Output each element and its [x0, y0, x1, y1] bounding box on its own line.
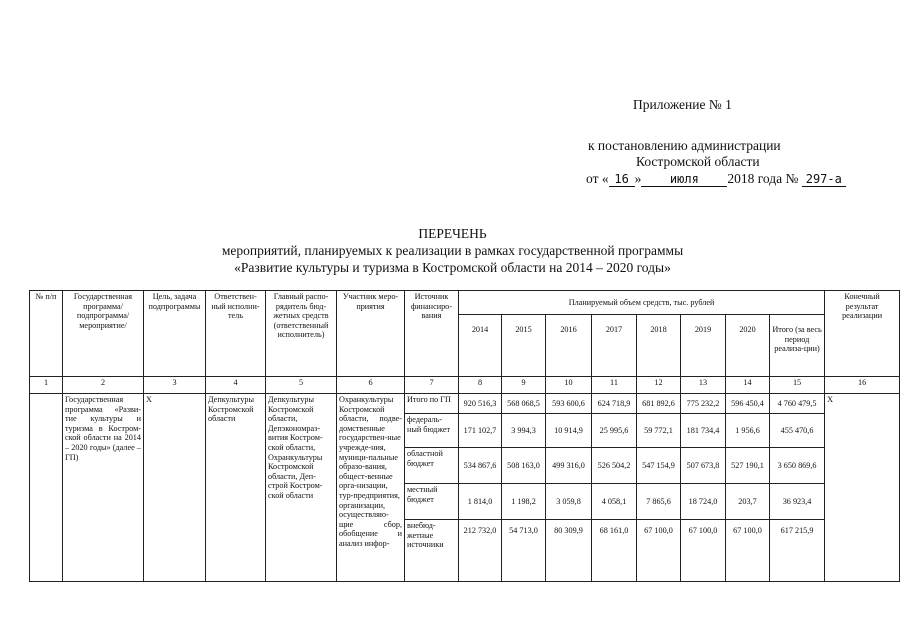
value-cell: 212 732,0	[459, 520, 502, 582]
value-cell: 568 068,5	[502, 394, 546, 414]
header-total: Итого (за весь период реализа-ции)	[770, 315, 825, 377]
total-cell: 3 650 869,6	[770, 448, 825, 484]
value-cell: 68 161,0	[592, 520, 637, 582]
date-year: 2018 года №	[727, 171, 799, 186]
row-num	[30, 394, 63, 582]
row-manager: Депкультуры Костромской области, Депэкономраз-вития Костром-ской области, Охранкультуры Костромской области, Деп-строй Костром-ской области	[266, 394, 337, 582]
header-source: Источник финансиро-вания	[405, 291, 459, 377]
header-year: 2019	[681, 315, 726, 377]
total-cell: 617 215,9	[770, 520, 825, 582]
header-year: 2014	[459, 315, 502, 377]
header-num: № п/п	[30, 291, 63, 377]
index-cell: 12	[637, 377, 681, 394]
header-goal: Цель, задача подпрограммы	[144, 291, 206, 377]
index-cell: 16	[825, 377, 900, 394]
source-label: местный бюджет	[405, 484, 459, 520]
value-cell: 171 102,7	[459, 414, 502, 448]
index-cell: 5	[266, 377, 337, 394]
date-month: июля	[641, 172, 727, 187]
index-cell: 2	[63, 377, 144, 394]
index-cell: 14	[726, 377, 770, 394]
total-cell: 36 923,4	[770, 484, 825, 520]
source-label: областной бюджет	[405, 448, 459, 484]
value-cell: 67 100,0	[681, 520, 726, 582]
value-cell: 508 163,0	[502, 448, 546, 484]
row-program: Государственная программа «Разви-тие культуры и туризма в Костром-ской области на 2014 – 2020 годы» (далее – ГП)	[63, 394, 144, 582]
value-cell: 59 772,1	[637, 414, 681, 448]
value-cell: 593 600,6	[546, 394, 592, 414]
value-cell: 10 914,9	[546, 414, 592, 448]
total-cell: 455 470,6	[770, 414, 825, 448]
value-cell: 534 867,6	[459, 448, 502, 484]
source-label: федераль-ный бюджет	[405, 414, 459, 448]
date-prefix: от «	[586, 171, 609, 186]
resolution-line: к постановлению администрации	[588, 138, 781, 153]
doc-subtitle-1: мероприятий, планируемых к реализации в рамках государственной программы	[221, 243, 684, 258]
header-executor: Ответствен-ный исполни-тель	[206, 291, 266, 377]
value-cell: 499 316,0	[546, 448, 592, 484]
index-cell: 1	[30, 377, 63, 394]
header-program: Государственная программа/ подпрограмма/ мероприятие/	[63, 291, 144, 377]
row-goal: X	[144, 394, 206, 582]
header-year: 2015	[502, 315, 546, 377]
index-cell: 10	[546, 377, 592, 394]
header-year: 2016	[546, 315, 592, 377]
index-cell: 3	[144, 377, 206, 394]
index-cell: 11	[592, 377, 637, 394]
header-year: 2017	[592, 315, 637, 377]
row-result: X	[825, 394, 900, 582]
value-cell: 527 190,1	[726, 448, 770, 484]
index-cell: 13	[681, 377, 726, 394]
value-cell: 67 100,0	[726, 520, 770, 582]
value-cell: 4 058,1	[592, 484, 637, 520]
value-cell: 624 718,9	[592, 394, 637, 414]
measures-table	[29, 290, 900, 582]
header-result: Конечный результат реализации	[825, 291, 900, 377]
date-mid: »	[634, 171, 642, 186]
value-cell: 203,7	[726, 484, 770, 520]
table-row	[30, 394, 900, 414]
index-cell: 9	[502, 377, 546, 394]
source-label: Итого по ГП	[405, 394, 459, 414]
source-label: внебюд-жетные источники	[405, 520, 459, 582]
value-cell: 80 309,9	[546, 520, 592, 582]
value-cell: 526 504,2	[592, 448, 637, 484]
header-manager: Главный распо-рядитель бюд-жетных средств (ответственный исполнитель)	[266, 291, 337, 377]
value-cell: 1 956,6	[726, 414, 770, 448]
header-year: 2020	[726, 315, 770, 377]
value-cell: 507 673,8	[681, 448, 726, 484]
index-cell: 7	[405, 377, 459, 394]
value-cell: 681 892,6	[637, 394, 681, 414]
value-cell: 1 814,0	[459, 484, 502, 520]
value-cell: 7 865,6	[637, 484, 681, 520]
date-line	[586, 171, 846, 187]
header-year: 2018	[637, 315, 681, 377]
row-participant: Охранкультуры Костромской области, подве-домственные государствен-ные учрежде-ния, муници-пальные образо-вания, общест-венные орга-низации, тур-предприятия, организации, осуществляю-щие сбор, обобщение и анализ инфор-	[337, 394, 405, 582]
doc-number: 297-а	[802, 172, 846, 187]
appendix-label: Приложение № 1	[633, 97, 732, 112]
region-line: Костромской области	[636, 154, 760, 169]
value-cell: 596 450,4	[726, 394, 770, 414]
doc-title: ПЕРЕЧЕНЬ	[418, 226, 487, 241]
value-cell: 1 198,2	[502, 484, 546, 520]
value-cell: 775 232,2	[681, 394, 726, 414]
value-cell: 18 724,0	[681, 484, 726, 520]
header-participant: Участник меро-приятия	[337, 291, 405, 377]
date-day: 16	[609, 172, 635, 187]
value-cell: 181 734,4	[681, 414, 726, 448]
index-cell: 15	[770, 377, 825, 394]
value-cell: 3 059,8	[546, 484, 592, 520]
value-cell: 547 154,9	[637, 448, 681, 484]
row-executor: Депкультуры Костромской области	[206, 394, 266, 582]
doc-subtitle-2: «Развитие культуры и туризма в Костромской области на 2014 – 2020 годы»	[234, 260, 671, 275]
header-planned: Планируемый объем средств, тыс. рублей	[459, 291, 825, 315]
value-cell: 54 713,0	[502, 520, 546, 582]
value-cell: 25 995,6	[592, 414, 637, 448]
index-cell: 4	[206, 377, 266, 394]
index-cell: 6	[337, 377, 405, 394]
total-cell: 4 760 479,5	[770, 394, 825, 414]
value-cell: 67 100,0	[637, 520, 681, 582]
index-cell: 8	[459, 377, 502, 394]
value-cell: 920 516,3	[459, 394, 502, 414]
value-cell: 3 994,3	[502, 414, 546, 448]
